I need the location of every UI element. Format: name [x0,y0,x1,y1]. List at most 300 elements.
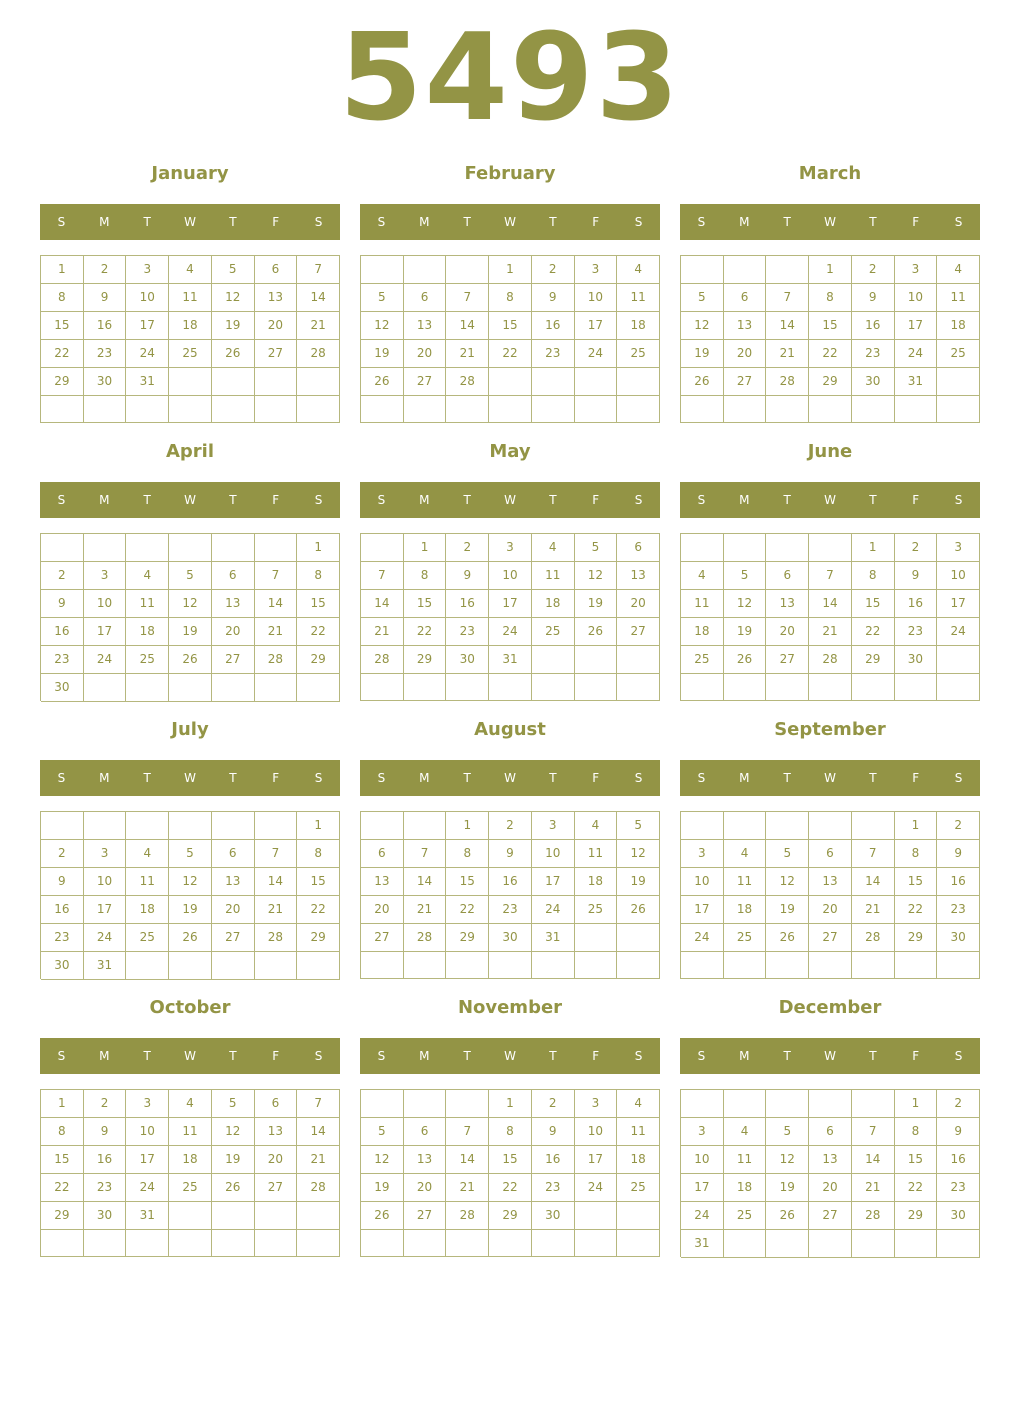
day-cell[interactable]: 4 [575,812,618,840]
day-cell[interactable]: 15 [41,312,84,340]
day-cell[interactable]: 20 [404,1174,447,1202]
day-cell[interactable]: 12 [361,312,404,340]
day-cell[interactable]: 23 [852,340,895,368]
day-cell[interactable]: 18 [126,896,169,924]
day-cell[interactable]: 28 [852,1202,895,1230]
day-cell[interactable]: 15 [895,1146,938,1174]
day-cell[interactable]: 27 [404,1202,447,1230]
day-cell[interactable]: 30 [84,1202,127,1230]
day-cell[interactable]: 14 [255,868,298,896]
day-cell[interactable]: 3 [84,840,127,868]
day-cell[interactable]: 3 [895,256,938,284]
day-cell[interactable]: 21 [404,896,447,924]
day-cell[interactable]: 20 [724,340,767,368]
day-cell[interactable]: 21 [297,1146,340,1174]
day-cell[interactable]: 18 [724,1174,767,1202]
day-cell[interactable]: 22 [41,340,84,368]
day-cell[interactable]: 16 [84,312,127,340]
day-cell[interactable]: 6 [617,534,660,562]
day-cell[interactable]: 28 [297,1174,340,1202]
day-cell[interactable]: 11 [575,840,618,868]
day-cell[interactable]: 8 [446,840,489,868]
day-cell[interactable]: 18 [937,312,980,340]
day-cell[interactable]: 2 [84,1090,127,1118]
day-cell[interactable]: 1 [489,1090,532,1118]
day-cell[interactable]: 26 [766,924,809,952]
day-cell[interactable]: 26 [361,1202,404,1230]
day-cell[interactable]: 10 [489,562,532,590]
day-cell[interactable]: 2 [84,256,127,284]
day-cell[interactable]: 17 [575,312,618,340]
day-cell[interactable]: 5 [169,840,212,868]
day-cell[interactable]: 22 [446,896,489,924]
day-cell[interactable]: 25 [681,646,724,674]
day-cell[interactable]: 15 [489,312,532,340]
day-cell[interactable]: 25 [532,618,575,646]
day-cell[interactable]: 14 [446,312,489,340]
day-cell[interactable]: 30 [446,646,489,674]
day-cell[interactable]: 21 [255,618,298,646]
day-cell[interactable]: 22 [895,1174,938,1202]
day-cell[interactable]: 29 [809,368,852,396]
day-cell[interactable]: 14 [852,868,895,896]
day-cell[interactable]: 22 [41,1174,84,1202]
day-cell[interactable]: 3 [681,840,724,868]
day-cell[interactable]: 2 [937,1090,980,1118]
day-cell[interactable]: 14 [766,312,809,340]
day-cell[interactable]: 30 [937,924,980,952]
day-cell[interactable]: 9 [41,590,84,618]
day-cell[interactable]: 19 [169,618,212,646]
day-cell[interactable]: 27 [766,646,809,674]
day-cell[interactable]: 17 [84,896,127,924]
day-cell[interactable]: 17 [489,590,532,618]
day-cell[interactable]: 8 [895,1118,938,1146]
day-cell[interactable]: 24 [575,340,618,368]
day-cell[interactable]: 26 [361,368,404,396]
day-cell[interactable]: 8 [489,284,532,312]
day-cell[interactable]: 21 [809,618,852,646]
day-cell[interactable]: 30 [532,1202,575,1230]
day-cell[interactable]: 14 [255,590,298,618]
day-cell[interactable]: 2 [532,256,575,284]
day-cell[interactable]: 5 [766,1118,809,1146]
day-cell[interactable]: 1 [446,812,489,840]
day-cell[interactable]: 28 [446,1202,489,1230]
day-cell[interactable]: 22 [297,618,340,646]
day-cell[interactable]: 25 [126,646,169,674]
day-cell[interactable]: 20 [766,618,809,646]
day-cell[interactable]: 4 [724,1118,767,1146]
day-cell[interactable]: 25 [724,924,767,952]
day-cell[interactable]: 22 [895,896,938,924]
day-cell[interactable]: 11 [724,868,767,896]
day-cell[interactable]: 16 [41,896,84,924]
day-cell[interactable]: 20 [212,896,255,924]
day-cell[interactable]: 24 [532,896,575,924]
day-cell[interactable]: 9 [446,562,489,590]
day-cell[interactable]: 11 [126,590,169,618]
day-cell[interactable]: 1 [895,1090,938,1118]
day-cell[interactable]: 25 [724,1202,767,1230]
day-cell[interactable]: 5 [361,1118,404,1146]
day-cell[interactable]: 16 [446,590,489,618]
day-cell[interactable]: 10 [895,284,938,312]
day-cell[interactable]: 21 [446,340,489,368]
day-cell[interactable]: 10 [126,1118,169,1146]
day-cell[interactable]: 23 [41,646,84,674]
day-cell[interactable]: 4 [126,562,169,590]
day-cell[interactable]: 17 [575,1146,618,1174]
day-cell[interactable]: 27 [212,646,255,674]
day-cell[interactable]: 18 [617,1146,660,1174]
day-cell[interactable]: 6 [212,562,255,590]
day-cell[interactable]: 24 [937,618,980,646]
day-cell[interactable]: 15 [489,1146,532,1174]
day-cell[interactable]: 7 [361,562,404,590]
day-cell[interactable]: 1 [41,256,84,284]
day-cell[interactable]: 26 [575,618,618,646]
day-cell[interactable]: 2 [895,534,938,562]
day-cell[interactable]: 9 [84,284,127,312]
day-cell[interactable]: 20 [361,896,404,924]
day-cell[interactable]: 26 [766,1202,809,1230]
day-cell[interactable]: 23 [446,618,489,646]
day-cell[interactable]: 11 [724,1146,767,1174]
day-cell[interactable]: 29 [895,1202,938,1230]
day-cell[interactable]: 3 [489,534,532,562]
day-cell[interactable]: 3 [681,1118,724,1146]
day-cell[interactable]: 13 [255,284,298,312]
day-cell[interactable]: 4 [724,840,767,868]
day-cell[interactable]: 8 [852,562,895,590]
day-cell[interactable]: 20 [809,1174,852,1202]
day-cell[interactable]: 28 [255,924,298,952]
day-cell[interactable]: 8 [489,1118,532,1146]
day-cell[interactable]: 2 [489,812,532,840]
day-cell[interactable]: 12 [575,562,618,590]
day-cell[interactable]: 26 [169,646,212,674]
day-cell[interactable]: 6 [212,840,255,868]
day-cell[interactable]: 9 [41,868,84,896]
day-cell[interactable]: 10 [532,840,575,868]
day-cell[interactable]: 30 [41,674,84,702]
day-cell[interactable]: 16 [852,312,895,340]
day-cell[interactable]: 11 [681,590,724,618]
day-cell[interactable]: 20 [255,1146,298,1174]
day-cell[interactable]: 4 [169,1090,212,1118]
day-cell[interactable]: 13 [766,590,809,618]
day-cell[interactable]: 16 [937,868,980,896]
day-cell[interactable]: 13 [809,868,852,896]
day-cell[interactable]: 13 [809,1146,852,1174]
day-cell[interactable]: 21 [255,896,298,924]
day-cell[interactable]: 14 [297,284,340,312]
day-cell[interactable]: 10 [84,868,127,896]
day-cell[interactable]: 27 [809,1202,852,1230]
day-cell[interactable]: 31 [532,924,575,952]
day-cell[interactable]: 27 [361,924,404,952]
day-cell[interactable]: 2 [41,562,84,590]
day-cell[interactable]: 14 [361,590,404,618]
day-cell[interactable]: 1 [41,1090,84,1118]
day-cell[interactable]: 1 [895,812,938,840]
day-cell[interactable]: 15 [895,868,938,896]
day-cell[interactable]: 1 [852,534,895,562]
day-cell[interactable]: 10 [575,284,618,312]
day-cell[interactable]: 17 [681,1174,724,1202]
day-cell[interactable]: 21 [852,1174,895,1202]
day-cell[interactable]: 28 [446,368,489,396]
day-cell[interactable]: 18 [575,868,618,896]
day-cell[interactable]: 6 [809,1118,852,1146]
day-cell[interactable]: 17 [895,312,938,340]
day-cell[interactable]: 12 [169,590,212,618]
day-cell[interactable]: 15 [297,590,340,618]
day-cell[interactable]: 27 [255,340,298,368]
day-cell[interactable]: 10 [681,868,724,896]
day-cell[interactable]: 28 [766,368,809,396]
day-cell[interactable]: 30 [41,952,84,980]
day-cell[interactable]: 20 [212,618,255,646]
day-cell[interactable]: 7 [446,1118,489,1146]
day-cell[interactable]: 4 [937,256,980,284]
day-cell[interactable]: 29 [297,924,340,952]
day-cell[interactable]: 2 [532,1090,575,1118]
day-cell[interactable]: 17 [937,590,980,618]
day-cell[interactable]: 15 [809,312,852,340]
day-cell[interactable]: 26 [212,1174,255,1202]
day-cell[interactable]: 6 [361,840,404,868]
day-cell[interactable]: 14 [852,1146,895,1174]
day-cell[interactable]: 12 [361,1146,404,1174]
day-cell[interactable]: 17 [681,896,724,924]
day-cell[interactable]: 23 [937,896,980,924]
day-cell[interactable]: 11 [126,868,169,896]
day-cell[interactable]: 1 [809,256,852,284]
day-cell[interactable]: 30 [852,368,895,396]
day-cell[interactable]: 23 [895,618,938,646]
day-cell[interactable]: 13 [404,1146,447,1174]
day-cell[interactable]: 31 [84,952,127,980]
day-cell[interactable]: 9 [532,284,575,312]
day-cell[interactable]: 8 [809,284,852,312]
day-cell[interactable]: 26 [724,646,767,674]
day-cell[interactable]: 16 [937,1146,980,1174]
day-cell[interactable]: 14 [809,590,852,618]
day-cell[interactable]: 19 [212,1146,255,1174]
day-cell[interactable]: 15 [297,868,340,896]
day-cell[interactable]: 29 [852,646,895,674]
day-cell[interactable]: 13 [724,312,767,340]
day-cell[interactable]: 10 [681,1146,724,1174]
day-cell[interactable]: 5 [724,562,767,590]
day-cell[interactable]: 16 [532,1146,575,1174]
day-cell[interactable]: 1 [297,812,340,840]
day-cell[interactable]: 28 [297,340,340,368]
day-cell[interactable]: 30 [489,924,532,952]
day-cell[interactable]: 31 [126,368,169,396]
day-cell[interactable]: 15 [852,590,895,618]
day-cell[interactable]: 18 [617,312,660,340]
day-cell[interactable]: 7 [766,284,809,312]
day-cell[interactable]: 24 [575,1174,618,1202]
day-cell[interactable]: 20 [255,312,298,340]
day-cell[interactable]: 13 [617,562,660,590]
day-cell[interactable]: 8 [41,284,84,312]
day-cell[interactable]: 1 [489,256,532,284]
day-cell[interactable]: 28 [809,646,852,674]
day-cell[interactable]: 29 [41,1202,84,1230]
day-cell[interactable]: 5 [681,284,724,312]
day-cell[interactable]: 21 [446,1174,489,1202]
day-cell[interactable]: 14 [404,868,447,896]
day-cell[interactable]: 22 [489,340,532,368]
day-cell[interactable]: 29 [297,646,340,674]
day-cell[interactable]: 26 [681,368,724,396]
day-cell[interactable]: 19 [766,1174,809,1202]
day-cell[interactable]: 5 [169,562,212,590]
day-cell[interactable]: 25 [617,1174,660,1202]
day-cell[interactable]: 17 [126,1146,169,1174]
day-cell[interactable]: 30 [895,646,938,674]
day-cell[interactable]: 21 [297,312,340,340]
day-cell[interactable]: 6 [766,562,809,590]
day-cell[interactable]: 29 [895,924,938,952]
day-cell[interactable]: 17 [532,868,575,896]
day-cell[interactable]: 23 [41,924,84,952]
day-cell[interactable]: 14 [446,1146,489,1174]
day-cell[interactable]: 9 [84,1118,127,1146]
day-cell[interactable]: 16 [84,1146,127,1174]
day-cell[interactable]: 16 [41,618,84,646]
day-cell[interactable]: 12 [766,1146,809,1174]
day-cell[interactable]: 13 [404,312,447,340]
day-cell[interactable]: 7 [809,562,852,590]
day-cell[interactable]: 28 [255,646,298,674]
day-cell[interactable]: 27 [212,924,255,952]
day-cell[interactable]: 16 [895,590,938,618]
day-cell[interactable]: 11 [532,562,575,590]
day-cell[interactable]: 11 [617,1118,660,1146]
day-cell[interactable]: 6 [809,840,852,868]
day-cell[interactable]: 22 [852,618,895,646]
day-cell[interactable]: 7 [297,1090,340,1118]
day-cell[interactable]: 23 [84,1174,127,1202]
day-cell[interactable]: 17 [84,618,127,646]
day-cell[interactable]: 8 [297,562,340,590]
day-cell[interactable]: 25 [575,896,618,924]
day-cell[interactable]: 24 [681,924,724,952]
day-cell[interactable]: 6 [255,256,298,284]
day-cell[interactable]: 16 [532,312,575,340]
day-cell[interactable]: 24 [84,924,127,952]
day-cell[interactable]: 26 [212,340,255,368]
day-cell[interactable]: 1 [297,534,340,562]
day-cell[interactable]: 28 [852,924,895,952]
day-cell[interactable]: 18 [169,1146,212,1174]
day-cell[interactable]: 26 [617,896,660,924]
day-cell[interactable]: 24 [126,340,169,368]
day-cell[interactable]: 7 [297,256,340,284]
day-cell[interactable]: 2 [446,534,489,562]
day-cell[interactable]: 20 [617,590,660,618]
day-cell[interactable]: 24 [895,340,938,368]
day-cell[interactable]: 17 [126,312,169,340]
day-cell[interactable]: 31 [681,1230,724,1258]
day-cell[interactable]: 19 [766,896,809,924]
day-cell[interactable]: 15 [41,1146,84,1174]
day-cell[interactable]: 4 [126,840,169,868]
day-cell[interactable]: 25 [126,924,169,952]
day-cell[interactable]: 18 [724,896,767,924]
day-cell[interactable]: 27 [809,924,852,952]
day-cell[interactable]: 27 [724,368,767,396]
day-cell[interactable]: 11 [937,284,980,312]
day-cell[interactable]: 24 [681,1202,724,1230]
day-cell[interactable]: 10 [84,590,127,618]
day-cell[interactable]: 30 [937,1202,980,1230]
day-cell[interactable]: 1 [404,534,447,562]
day-cell[interactable]: 21 [766,340,809,368]
day-cell[interactable]: 31 [489,646,532,674]
day-cell[interactable]: 4 [681,562,724,590]
day-cell[interactable]: 23 [937,1174,980,1202]
day-cell[interactable]: 12 [212,1118,255,1146]
day-cell[interactable]: 7 [255,562,298,590]
day-cell[interactable]: 2 [937,812,980,840]
day-cell[interactable]: 3 [126,1090,169,1118]
day-cell[interactable]: 21 [361,618,404,646]
day-cell[interactable]: 6 [404,284,447,312]
day-cell[interactable]: 25 [169,1174,212,1202]
day-cell[interactable]: 22 [297,896,340,924]
day-cell[interactable]: 6 [724,284,767,312]
day-cell[interactable]: 31 [895,368,938,396]
day-cell[interactable]: 7 [852,1118,895,1146]
day-cell[interactable]: 9 [532,1118,575,1146]
day-cell[interactable]: 19 [681,340,724,368]
day-cell[interactable]: 19 [724,618,767,646]
day-cell[interactable]: 24 [126,1174,169,1202]
day-cell[interactable]: 23 [532,1174,575,1202]
day-cell[interactable]: 6 [404,1118,447,1146]
day-cell[interactable]: 30 [84,368,127,396]
day-cell[interactable]: 3 [575,256,618,284]
day-cell[interactable]: 5 [617,812,660,840]
day-cell[interactable]: 9 [937,1118,980,1146]
day-cell[interactable]: 9 [489,840,532,868]
day-cell[interactable]: 23 [489,896,532,924]
day-cell[interactable]: 11 [617,284,660,312]
day-cell[interactable]: 19 [575,590,618,618]
day-cell[interactable]: 6 [255,1090,298,1118]
day-cell[interactable]: 5 [766,840,809,868]
day-cell[interactable]: 19 [617,868,660,896]
day-cell[interactable]: 10 [126,284,169,312]
day-cell[interactable]: 7 [852,840,895,868]
day-cell[interactable]: 12 [681,312,724,340]
day-cell[interactable]: 14 [297,1118,340,1146]
day-cell[interactable]: 15 [446,868,489,896]
day-cell[interactable]: 11 [169,284,212,312]
day-cell[interactable]: 10 [575,1118,618,1146]
day-cell[interactable]: 22 [404,618,447,646]
day-cell[interactable]: 25 [617,340,660,368]
day-cell[interactable]: 3 [937,534,980,562]
day-cell[interactable]: 12 [766,868,809,896]
day-cell[interactable]: 3 [126,256,169,284]
